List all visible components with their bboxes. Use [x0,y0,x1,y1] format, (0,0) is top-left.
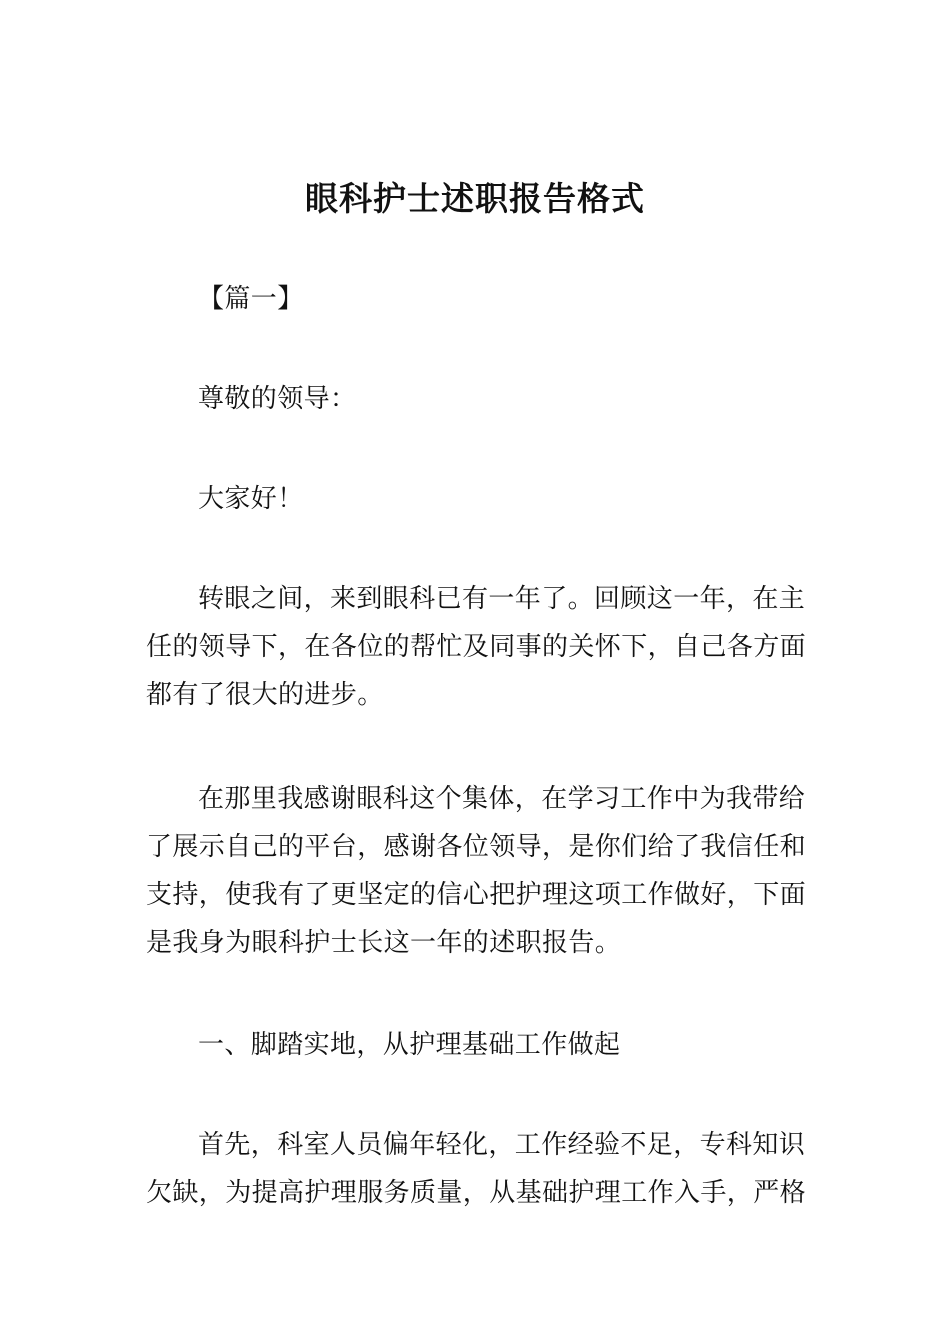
section-label: 【篇一】 [198,284,304,314]
section-heading-1: 一、脚踏实地，从护理基础工作做起 [198,1030,621,1060]
document-title: 眼科护士述职报告格式 [305,179,645,218]
greeting: 大家好！ [198,484,304,514]
paragraph-intro: 转眼之间，来到眼科已有一年了。回顾这一年，在主任的领导下，在各位的帮忙及同事的关怀下，自己各方面都有了很大的进步。 [146,584,807,710]
paragraph-first: 首先，科室人员偏年轻化，工作经验不足，专科知识欠缺，为提高护理服务质量，从基础护理工作入手，严格 [146,1130,807,1208]
paragraph-thanks: 在那里我感谢眼科这个集体，在学习工作中为我带给了展示自己的平台，感谢各位领导，是你们给了我信任和支持，使我有了更坚定的信心把护理这项工作做好，下面是我身为眼科护士长这一年的述职报告。 [146,784,807,958]
salutation: 尊敬的领导： [198,384,357,414]
